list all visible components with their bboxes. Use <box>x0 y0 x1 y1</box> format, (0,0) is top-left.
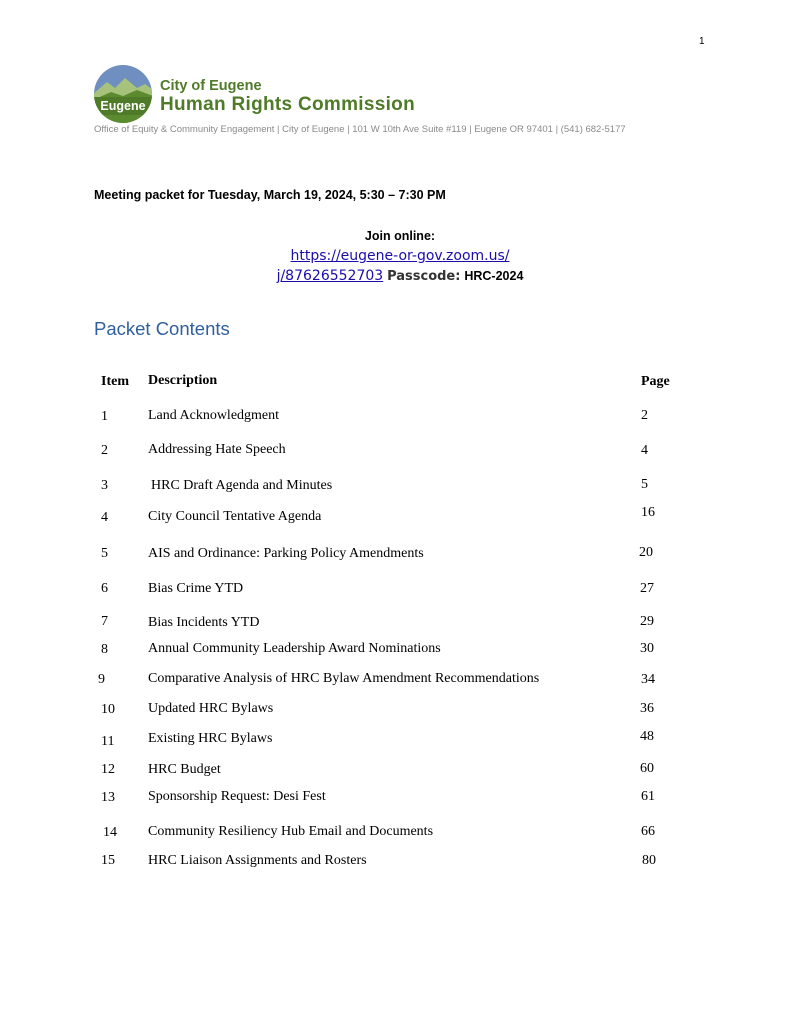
column-header-page: Page <box>641 374 670 389</box>
row-description: City Council Tentative Agenda <box>148 509 322 524</box>
row-item-number: 9 <box>98 672 105 687</box>
row-item-number: 6 <box>101 581 108 596</box>
row-item-number: 15 <box>101 853 115 868</box>
row-description: Existing HRC Bylaws <box>148 731 273 746</box>
commission-name: Human Rights Commission <box>160 94 415 115</box>
city-of-eugene-logo <box>93 64 153 124</box>
row-page: 27 <box>640 581 654 596</box>
row-page: 5 <box>641 477 648 492</box>
row-item-number: 7 <box>101 614 108 629</box>
row-description: Addressing Hate Speech <box>148 442 286 457</box>
row-description: Community Resiliency Hub Email and Documents <box>148 824 434 839</box>
row-page: 80 <box>642 853 656 868</box>
passcode-label: Passcode: <box>387 269 461 284</box>
row-item-number: 14 <box>103 825 117 840</box>
page-number: 1 <box>699 36 705 47</box>
row-item-number: 5 <box>101 546 108 561</box>
row-description: Annual Community Leadership Award Nominations <box>148 641 441 656</box>
column-header-item: Item <box>101 374 129 389</box>
row-page: 2 <box>641 408 648 423</box>
row-description: AIS and Ordinance: Parking Policy Amendments <box>148 546 424 561</box>
row-page: 34 <box>641 672 655 687</box>
row-description: Bias Incidents YTD <box>148 615 260 630</box>
row-page: 61 <box>641 789 655 804</box>
row-item-number: 2 <box>101 443 108 458</box>
row-page: 36 <box>640 701 654 716</box>
row-page: 20 <box>639 545 653 560</box>
packet-contents-heading: Packet Contents <box>94 318 230 339</box>
zoom-link-line2 <box>0 267 800 284</box>
row-item-number: 11 <box>101 734 115 749</box>
office-address: Office of Equity & Community Engagement | City of Eugene | 101 W 10th Ave Suite #119 | Eugene OR 97401 | (541) 682-5177 <box>94 124 626 135</box>
row-description: HRC Draft Agenda and Minutes <box>151 478 333 493</box>
meeting-date-line: Meeting packet for Tuesday, March 19, 2024, 5:30 – 7:30 PM <box>94 188 446 202</box>
row-item-number: 10 <box>101 702 115 717</box>
row-description: Comparative Analysis of HRC Bylaw Amendment Recommendations <box>148 671 540 686</box>
row-page: 29 <box>640 614 654 629</box>
zoom-link-part2[interactable]: j/87626552703 <box>276 268 384 284</box>
join-online-label: Join online: <box>364 229 436 243</box>
zoom-link-part1[interactable]: https://eugene-or-gov.zoom.us/ <box>290 248 510 264</box>
row-page: 4 <box>641 443 648 458</box>
row-item-number: 4 <box>101 510 108 525</box>
row-description: HRC Budget <box>148 762 221 777</box>
row-description: Sponsorship Request: Desi Fest <box>148 789 326 804</box>
row-item-number: 1 <box>101 409 108 424</box>
passcode-value: HRC-2024 <box>464 269 524 283</box>
row-page: 66 <box>641 824 655 839</box>
row-item-number: 12 <box>101 762 115 777</box>
row-page: 60 <box>640 761 654 776</box>
row-page: 30 <box>640 641 654 656</box>
row-page: 16 <box>641 505 655 520</box>
org-name: City of Eugene <box>160 78 262 94</box>
row-item-number: 13 <box>101 790 115 805</box>
row-page: 48 <box>640 729 654 744</box>
row-item-number: 3 <box>101 478 108 493</box>
row-description: Updated HRC Bylaws <box>148 701 274 716</box>
column-header-description: Description <box>148 373 218 388</box>
row-description: Land Acknowledgment <box>148 408 280 423</box>
row-description: HRC Liaison Assignments and Rosters <box>148 853 367 868</box>
svg-text:Eugene: Eugene <box>100 99 146 113</box>
row-description: Bias Crime YTD <box>148 581 244 596</box>
row-item-number: 8 <box>101 642 108 657</box>
